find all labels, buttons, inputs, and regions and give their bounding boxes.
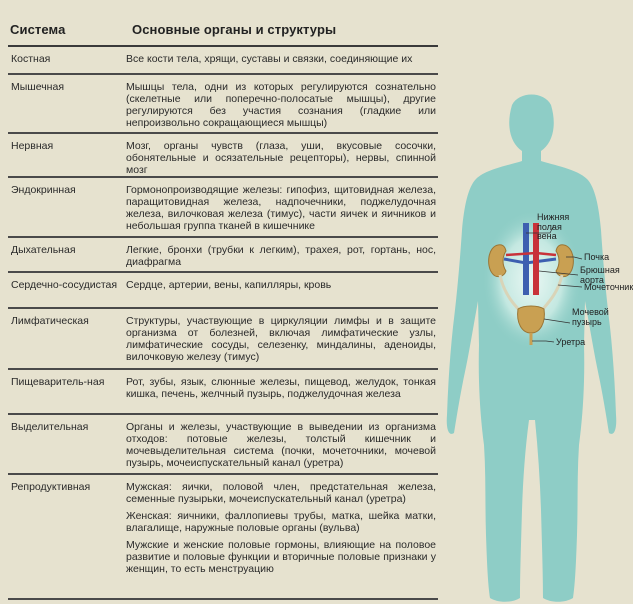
column-header-organs: Основные органы и структуры <box>132 22 337 37</box>
system-name: Нервная <box>11 140 54 152</box>
organs-text: Сердце, артерии, вены, капилляры, кровь <box>126 279 332 291</box>
label-ureter: Мочеточник <box>584 282 633 292</box>
organs-text: Все кости тела, хрящи, суставы и связки, соединяющие их <box>126 53 413 65</box>
system-name: Репродуктивная <box>11 481 91 493</box>
system-name: Лимфатическая <box>11 315 89 327</box>
organs-text: Гормонопроизводящие железы: гипофиз, щитовидная железа, паращитовидная железа, надпочечники, поджелудочная железа, вилочковая железа (тимус), части яичек и яичников и небольшая группа тканей в кишечнике <box>126 184 436 232</box>
system-organs <box>126 376 436 400</box>
table-row <box>8 309 438 370</box>
organs-text: Мышцы тела, одни из которых регулируются сознательно (скелетные или поперечно-полосатые мышцы), другие регулируются без участия сознания (гладкие или непроизвольно сокращающиеся мышцы) <box>126 81 436 129</box>
system-organs <box>126 244 436 268</box>
table-row <box>8 238 438 273</box>
label-vena-cava: Нижняя полая вена <box>537 212 570 241</box>
system-name: Дыхательная <box>11 244 76 256</box>
system-name: Эндокринная <box>11 184 76 196</box>
organs-text: Органы и железы, участвующие в выведении из организма отходов: потовые железы, толстый кишечник и мочевыделительная система (почки, мочеточники, мочевой пузырь, мочеиспускательный канал (уретра) <box>126 421 436 469</box>
organs-text-hormones: Мужские и женские половые гормоны, влияющие на половое развитие и половые функции и вторичные половые признаки у женщин, то есть менструацию <box>126 539 436 575</box>
system-organs <box>126 481 436 575</box>
label-aorta: Брюшная аорта <box>580 265 620 285</box>
system-organs <box>126 81 436 129</box>
table-row <box>8 273 438 309</box>
system-organs <box>126 279 436 291</box>
bladder <box>518 306 545 333</box>
body-figure <box>440 95 633 604</box>
table-row <box>8 75 438 134</box>
left-kidney <box>489 245 506 277</box>
table-row <box>8 475 438 600</box>
system-name: Мышечная <box>11 81 65 93</box>
label-urethra: Уретра <box>556 337 586 347</box>
table-row <box>8 178 438 238</box>
row-divider <box>8 598 438 600</box>
system-name: Сердечно-сосудистая <box>11 279 118 291</box>
label-kidney: Почка <box>584 252 610 262</box>
system-organs <box>126 421 436 469</box>
table-row <box>8 134 438 178</box>
organs-text-male: Мужская: яички, половой член, предстательная железа, семенные пузырьки, мочеиспускательный канал (уретра) <box>126 481 436 505</box>
organs-text: Мозг, органы чувств (глаза, уши, вкусовые сосочки, обонятельные и осязательные рецепторы), нервы, спинной мозг <box>126 140 436 176</box>
organs-text: Рот, зубы, язык, слюнные железы, пищевод, желудок, тонкая кишка, печень, желчный пузырь, поджелудочная железа <box>126 376 436 400</box>
system-organs <box>126 315 436 363</box>
system-organs <box>126 184 436 232</box>
table-row <box>8 47 438 75</box>
label-bladder: Мочевой пузырь <box>572 307 609 327</box>
system-organs <box>126 53 436 65</box>
organs-text: Легкие, бронхи (трубки к легким), трахея, рот, гортань, нос, диафрагма <box>126 244 436 268</box>
column-header-system: Система <box>10 22 66 37</box>
right-kidney <box>556 245 573 277</box>
body-silhouette-illustration <box>440 95 627 604</box>
system-organs <box>126 140 436 176</box>
system-name: Костная <box>11 53 51 65</box>
organs-text-female: Женская: яичники, фаллопиевы трубы, матка, шейка матки, влагалище, наружные половые органы (вульва) <box>126 510 436 534</box>
organs-text: Структуры, участвующие в циркуляции лимфы и в защите организма от болезней, включая лимфатические узлы, лимфатические сосуды, селезенку, миндалины, аденоиды, вилочковую железу (тимус) <box>126 315 436 363</box>
system-name: Выделительная <box>11 421 89 433</box>
table-row <box>8 415 438 475</box>
system-name: Пищеваритель-ная <box>11 376 105 388</box>
table-row <box>8 370 438 415</box>
